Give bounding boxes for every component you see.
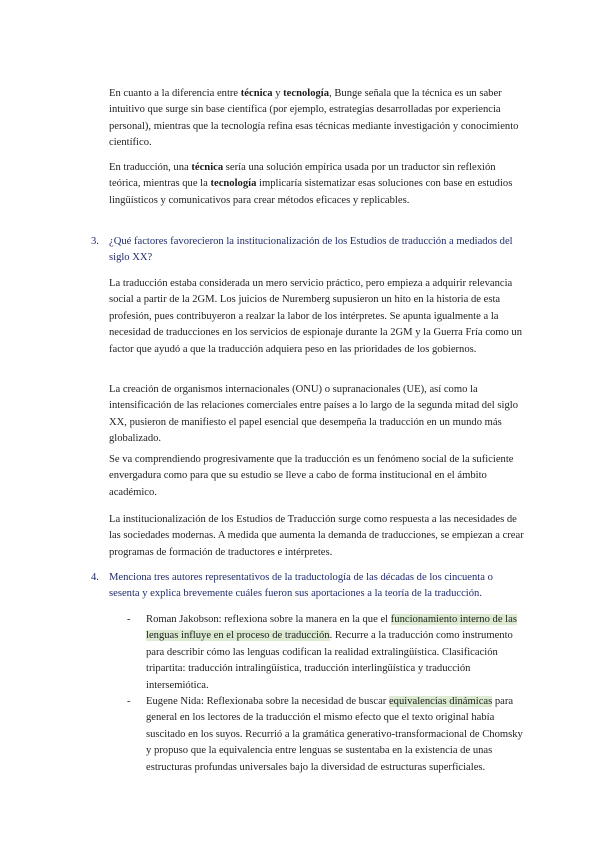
paragraph-answer-3-a: La traducción estaba considerada un mero servicio práctico, pero empieza a adquirir relevancia social a partir de la 2GM. Los juicios de Nuremberg supusieron un hito en la historia de esta profesión, pues contribuyeron a realzar la labor de los intérpretes. Se apunta igualmente a la necesidad de traducciones en los servicios de espionaje durante la 2GM y la Guerra Fría como un factor que ayudó a que la traducción adquiera peso en las prioridades de los gobiernos. bbox=[109, 278, 523, 355]
paragraph-technique-vs-technology bbox=[109, 86, 524, 152]
text-run: , Bunge señala que la técnica es un saber intuitivo que surge sin base científica (por ejemplo, estrategias desarrolladas por experiencia personal), mientras que la tecnología refina esas técnicas mediante investigación y conocimiento científico. bbox=[109, 88, 519, 149]
question-3 bbox=[91, 234, 526, 267]
list-item-nida bbox=[127, 694, 527, 776]
text-run: Eugene Nida: Reflexionaba sobre la necesidad de buscar bbox=[146, 696, 389, 708]
text-run: para general en los lectores de la traducción el mismo efecto que el texto original había suscitado en los suyos. Recurrió a la gramática generativo-transformacional de Chomsky y propuso que la equivalencia entre lenguas se sustentaba en la existencia de unas estructuras profundas universales bajo la diversidad de estructuras superficiales. bbox=[146, 696, 523, 773]
question-number: 4. bbox=[91, 572, 99, 583]
bold-term-tecnica: técnica bbox=[191, 162, 224, 173]
highlighted-text: funcionamiento interno de las lenguas influye en el proceso de traducción bbox=[146, 614, 517, 642]
bold-term-tecnologia: tecnología bbox=[210, 178, 257, 190]
paragraph-answer-3-c: Se va comprendiendo progresivamente que la traducción es un fenómeno social de la suficiente envergadura como para que su estudio se lleve a cabo de forma institucional en el ámbito académico. bbox=[109, 454, 514, 498]
text-run: sería una solución empírica usada por un traductor sin reflexión teórica, mientras que la bbox=[109, 162, 496, 190]
text-run: implicaría sistematizar esas soluciones con base en estudios lingüísticos y comunicativos para crear métodos eficaces y replicables. bbox=[109, 178, 513, 206]
highlighted-text: equivalencias dinámicas bbox=[388, 696, 493, 708]
paragraph-translation-technique bbox=[109, 160, 524, 209]
bold-term-tecnologia: tecnología bbox=[283, 88, 330, 99]
text-run: En cuanto a la diferencia entre bbox=[109, 88, 241, 99]
authors-list bbox=[127, 612, 527, 776]
question-text: ¿Qué factores favorecieron la institucionalización de los Estudios de traducción a mediados del siglo XX? bbox=[109, 236, 513, 264]
bullet-dash: - bbox=[127, 614, 131, 625]
bullet-dash: - bbox=[127, 696, 131, 708]
paragraph-answer-3-d: La institucionalización de los Estudios de Traducción surge como respuesta a las necesidades de las sociedades modernas. A medida que aumenta la demanda de traducciones, se empiezan a crear programas de formación de traductores e intérpretes. bbox=[109, 514, 524, 558]
question-number: 3. bbox=[91, 236, 99, 247]
question-4 bbox=[91, 570, 526, 603]
list-item-jakobson bbox=[127, 612, 527, 694]
text-run: En traducción, una bbox=[109, 162, 192, 173]
text-run: y bbox=[272, 88, 284, 99]
paragraph-answer-3-b: La creación de organismos internacionales (ONU) o supranacionales (UE), así como la intensificación de las relaciones comerciales entre países a lo largo de la segunda mitad del siglo XX, pusieron de manifiesto el papel esencial que desempeña la traducción en un mundo más globalizado. bbox=[109, 384, 518, 445]
question-text: Menciona tres autores representativos de la traductología de las décadas de los cincuenta o sesenta y explica brevemente cuáles fueron sus aportaciones a la teoría de la traducción. bbox=[109, 572, 493, 600]
bold-term-tecnica: técnica bbox=[240, 88, 273, 99]
text-run: Roman Jakobson: reflexiona sobre la manera en la que el bbox=[146, 614, 391, 625]
text-run: . Recurre a la traducción como instrumento para describir cómo las lenguas codifican la realidad extralingüística. Clasificación tripartita: traducción intralingüística, traducción interlingüística y traducción intersemiótica. bbox=[146, 630, 513, 691]
